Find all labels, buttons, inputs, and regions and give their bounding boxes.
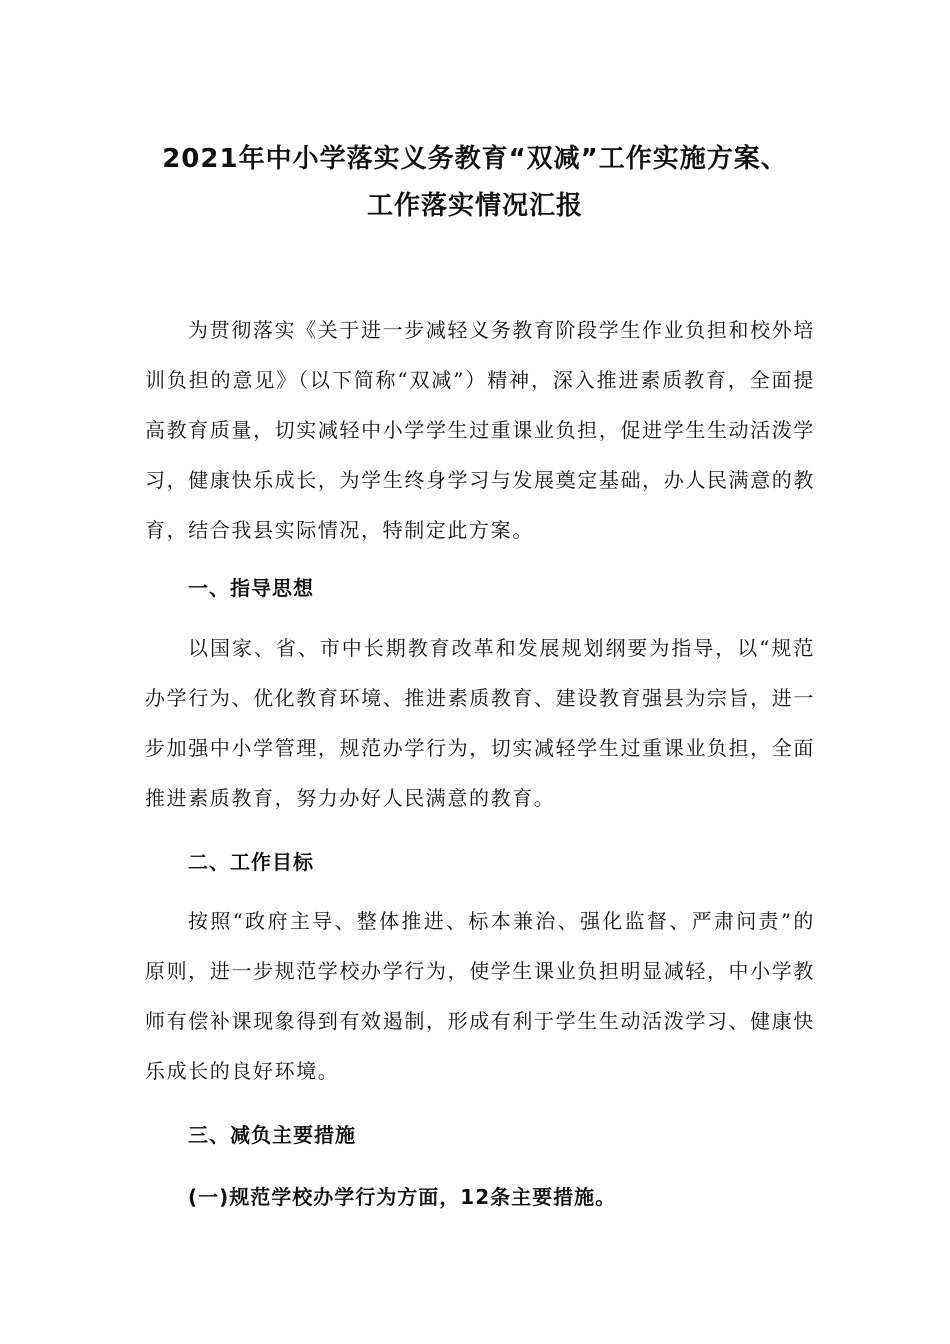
work-goals-paragraph: 按照“政府主导、整体推进、标本兼治、强化监督、严肃问责”的原则，进一步规范学校办学行为，使学生课业负担明显减轻，中小学教师有偿补课现象得到有效遏制，形成有利于学生生动活泼学习、健康快乐成长的良好环境。 — [145, 909, 815, 1083]
guiding-ideology-paragraph: 以国家、省、市中长期教育改革和发展规划纲要为指导，以“规范办学行为、优化教育环境、推进素质教育、建设教育强县为宗旨，进一步加强中小学管理，规范办学行为，切实减轻学生过重课业负担，全面推进素质教育，努力办好人民满意的教育。 — [145, 636, 815, 810]
document-title-line-2: 工作落实情况汇报 — [366, 191, 583, 221]
subsection-heading-school-conduct: (一)规范学校办学行为方面，12条主要措施。 — [188, 1185, 617, 1209]
intro-paragraph: 为贯彻落实《关于进一步减轻义务教育阶段学生作业负担和校外培训负担的意见》（以下简称“双减”）精神，深入推进素质教育，全面提高教育质量，切实减轻中小学学生过重课业负担，促进学生生动活泼学习，健康快乐成长，为学生终身学习与发展奠定基础，办人民满意的教育，结合我县实际情况，特制定此方案。 — [145, 318, 815, 542]
section-heading-main-measures: 三、减负主要措施 — [188, 1123, 356, 1147]
section-heading-work-goals: 二、工作目标 — [188, 850, 314, 874]
document-title-line-1: 2021年中小学落实义务教育“双减”工作实施方案、 — [162, 144, 788, 174]
section-heading-guiding-ideology: 一、指导思想 — [188, 576, 314, 600]
